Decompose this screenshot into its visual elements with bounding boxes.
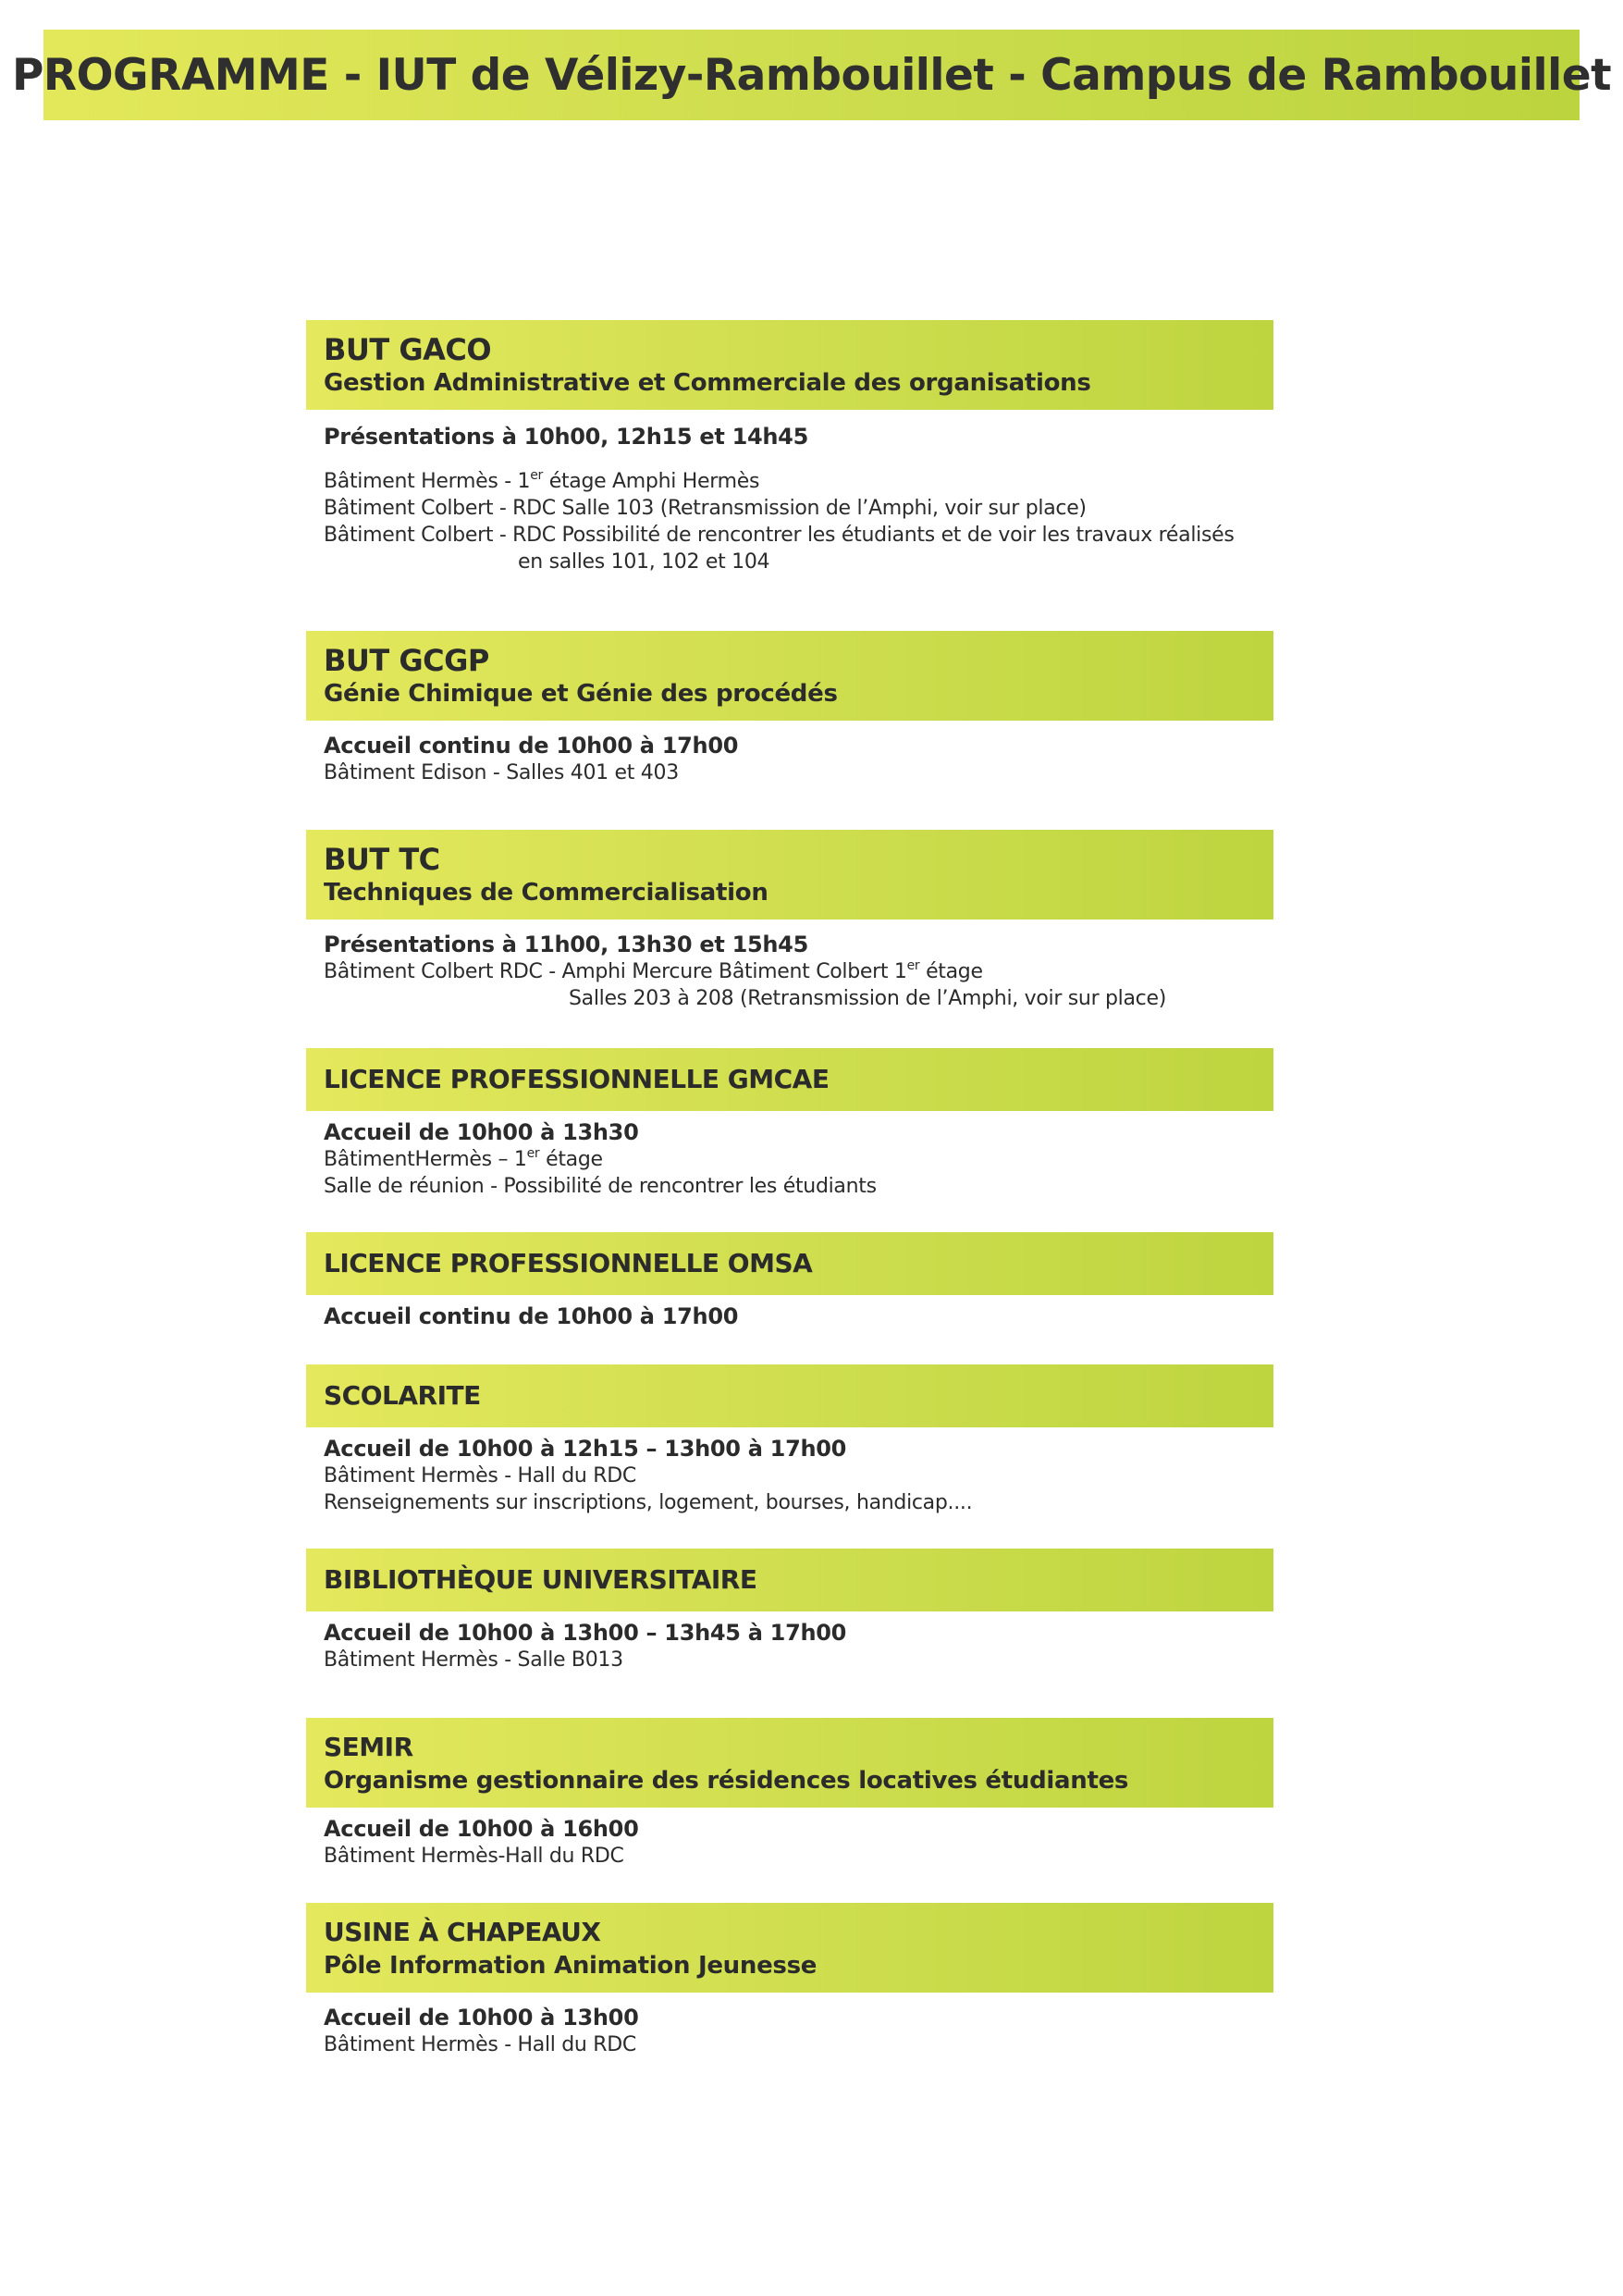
section-title: BUT GCGP <box>324 642 489 678</box>
section-scolarite <box>306 1364 1273 1516</box>
section-subtitle: Organisme gestionnaire des résidences locatives étudiantes <box>324 1766 1129 1795</box>
page-title: PROGRAMME - IUT de Vélizy-Rambouillet - Campus de Rambouillet <box>11 49 1612 101</box>
section-licence-omsa <box>306 1232 1273 1330</box>
location-line: Bâtiment Hermès - Hall du RDC <box>324 2033 636 2056</box>
schedule-time: Accueil de 10h00 à 13h00 <box>324 2005 639 2031</box>
location-line: Bâtiment Colbert - RDC Salle 103 (Retransmission de l’Amphi, voir sur place) <box>324 497 1087 520</box>
location-line: Bâtiment Hermès - Salle B013 <box>324 1648 623 1672</box>
location-line: Bâtiment Colbert - RDC Possibilité de rencontrer les étudiants et de voir les travaux réalisés <box>324 524 1235 547</box>
schedule-time: Présentations à 11h00, 13h30 et 15h45 <box>324 932 808 957</box>
schedule-time: Accueil de 10h00 à 16h00 <box>324 1816 639 1842</box>
location-line: BâtimentHermès – 1er étage <box>324 1146 603 1171</box>
section-body <box>306 1993 1273 2058</box>
schedule-time: Présentations à 10h00, 12h15 et 14h45 <box>324 424 808 450</box>
location-line: Bâtiment Hermès - Hall du RDC <box>324 1464 636 1487</box>
schedule-time: Accueil continu de 10h00 à 17h00 <box>324 733 739 759</box>
location-line: Bâtiment Edison - Salles 401 et 403 <box>324 761 679 784</box>
section-header <box>306 1232 1273 1295</box>
section-but-gcgp <box>306 631 1273 786</box>
section-semir <box>306 1718 1273 1870</box>
section-title: BUT GACO <box>324 331 492 367</box>
section-header <box>306 631 1273 721</box>
section-body <box>306 1111 1273 1200</box>
section-title: USINE À CHAPEAUX <box>324 1916 601 1947</box>
section-body <box>306 920 1273 1012</box>
section-body <box>306 721 1273 786</box>
section-body <box>306 1427 1273 1516</box>
section-subtitle: Génie Chimique et Génie des procédés <box>324 679 838 708</box>
section-header <box>306 830 1273 920</box>
section-body <box>306 1295 1273 1330</box>
section-header <box>306 1903 1273 1993</box>
section-body <box>306 410 1273 575</box>
section-bibliotheque <box>306 1549 1273 1673</box>
section-title: LICENCE PROFESSIONNELLE OMSA <box>324 1248 813 1278</box>
section-body <box>306 1808 1273 1870</box>
section-header <box>306 1549 1273 1611</box>
location-line: Bâtiment Hermès - 1er étage Amphi Hermès <box>324 468 760 493</box>
section-subtitle: Gestion Administrative et Commerciale des organisations <box>324 368 1091 397</box>
section-subtitle: Techniques de Commercialisation <box>324 878 768 907</box>
location-line: Bâtiment Colbert RDC - Amphi Mercure Bâtiment Colbert 1er étage <box>324 958 983 983</box>
schedule-time: Accueil de 10h00 à 13h00 – 13h45 à 17h00 <box>324 1620 847 1646</box>
section-header <box>306 1718 1273 1808</box>
section-but-tc <box>306 830 1273 1012</box>
page-banner <box>11 30 1612 120</box>
section-body <box>306 1611 1273 1673</box>
section-title: BIBLIOTHÈQUE UNIVERSITAIRE <box>324 1564 757 1595</box>
section-title: LICENCE PROFESSIONNELLE GMCAE <box>324 1064 830 1094</box>
section-but-gaco <box>306 320 1273 575</box>
section-header <box>306 1048 1273 1111</box>
schedule-time: Accueil de 10h00 à 13h30 <box>324 1119 639 1145</box>
section-usine-a-chapeaux <box>306 1903 1273 2058</box>
location-line: Salle de réunion - Possibilité de rencontrer les étudiants <box>324 1175 877 1198</box>
section-subtitle: Pôle Information Animation Jeunesse <box>324 1951 818 1980</box>
section-title: BUT TC <box>324 841 440 877</box>
schedule-time: Accueil de 10h00 à 12h15 – 13h00 à 17h00 <box>324 1436 847 1462</box>
section-header <box>306 1364 1273 1427</box>
section-title: SCOLARITE <box>324 1380 481 1411</box>
location-line: Bâtiment Hermès-Hall du RDC <box>324 1845 624 1868</box>
info-line: Renseignements sur inscriptions, logement, bourses, handicap.... <box>324 1491 973 1514</box>
location-line: Salles 203 à 208 (Retransmission de l’Amphi, voir sur place) <box>569 987 1166 1010</box>
section-licence-gmcae <box>306 1048 1273 1200</box>
section-header <box>306 320 1273 410</box>
location-line: en salles 101, 102 et 104 <box>518 550 770 574</box>
section-title: SEMIR <box>324 1731 413 1762</box>
schedule-time: Accueil continu de 10h00 à 17h00 <box>324 1303 739 1329</box>
